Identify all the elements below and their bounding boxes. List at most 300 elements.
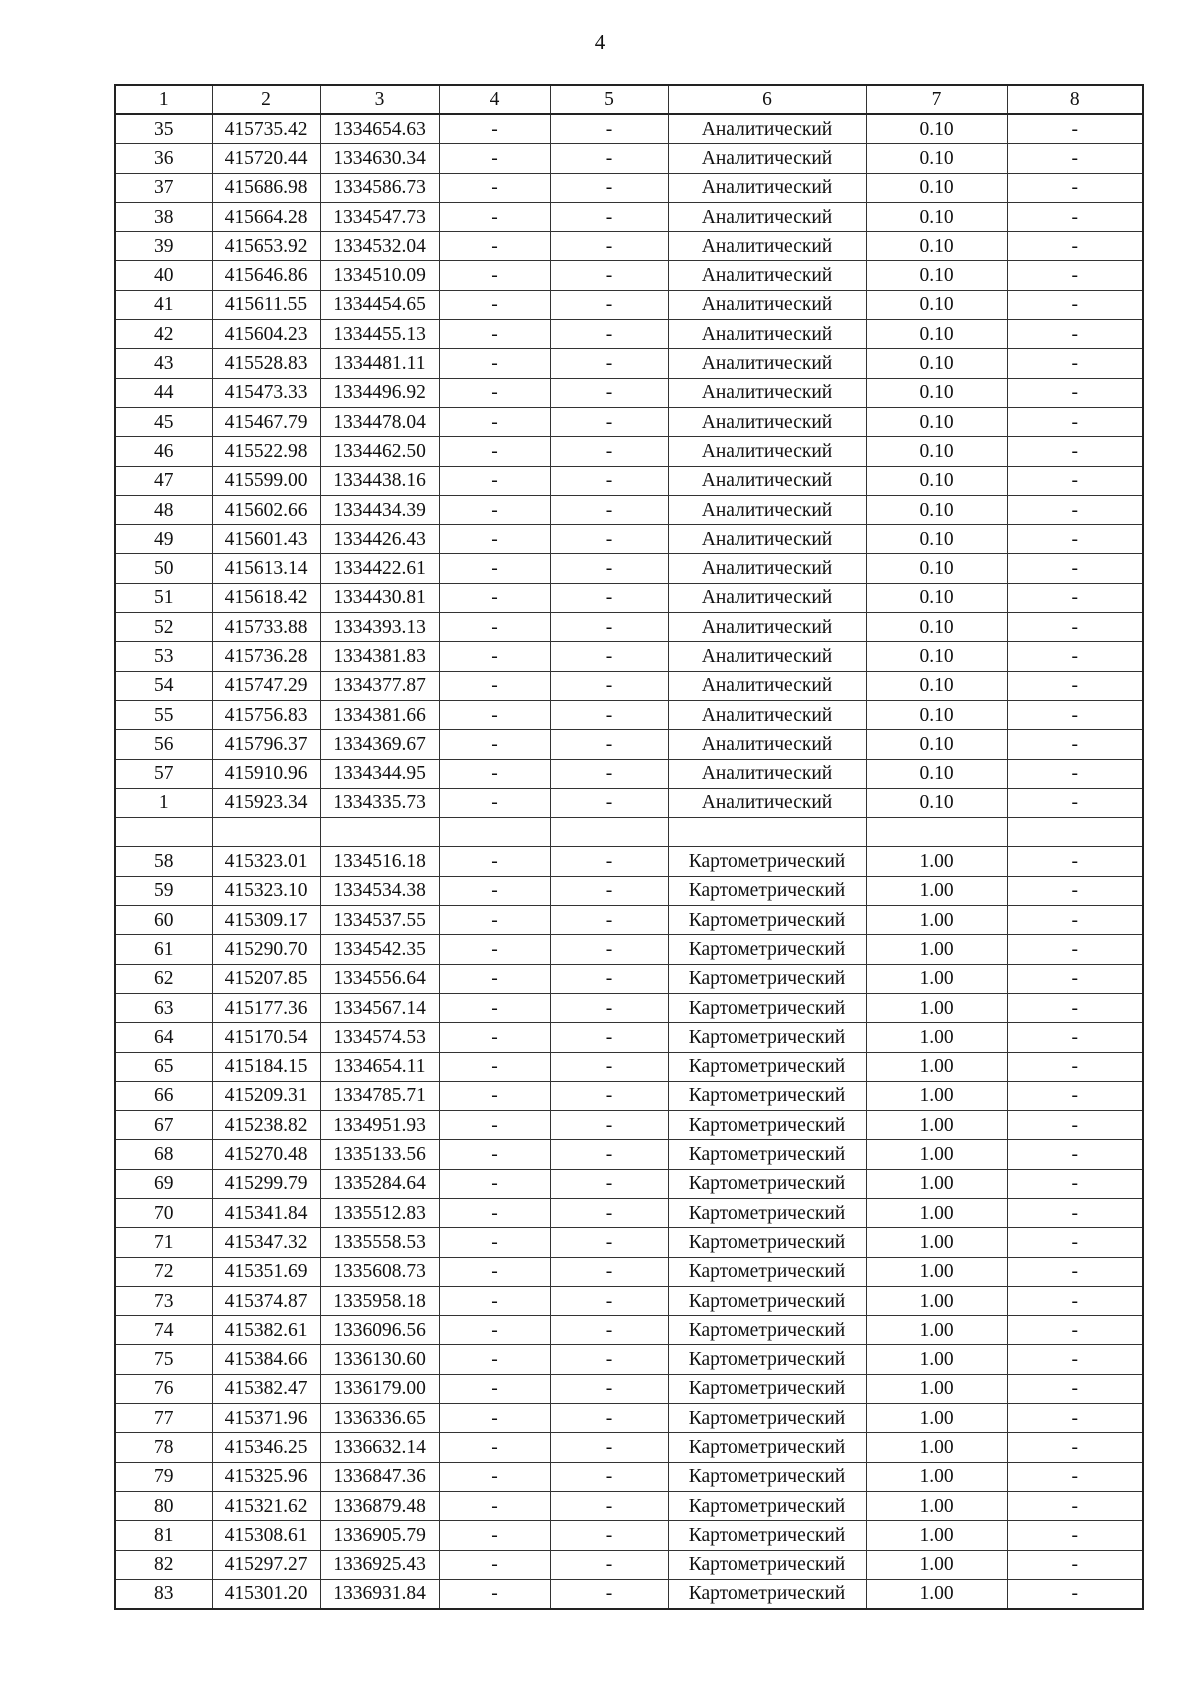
table-cell: - [1007, 1081, 1143, 1110]
table-cell: 415528.83 [212, 349, 320, 378]
table-cell: Картометрический [668, 1081, 866, 1110]
table-cell: 63 [115, 993, 212, 1022]
table-cell: - [550, 114, 668, 144]
table-cell: 415323.10 [212, 876, 320, 905]
table-cell: 415238.82 [212, 1111, 320, 1140]
table-cell: - [1007, 1286, 1143, 1315]
table-row [115, 261, 1143, 290]
table-cell: 1336179.00 [320, 1374, 439, 1403]
table-cell: 1334532.04 [320, 232, 439, 261]
table-cell: - [1007, 320, 1143, 349]
table-cell: 1336879.48 [320, 1491, 439, 1520]
table-row [115, 1257, 1143, 1286]
table-cell: 415382.61 [212, 1316, 320, 1345]
table-cell: - [1007, 847, 1143, 876]
table-cell: - [439, 906, 550, 935]
table-cell: Аналитический [668, 671, 866, 700]
table-cell: - [1007, 1257, 1143, 1286]
table-cell: - [550, 1550, 668, 1579]
table-cell: 1.00 [866, 993, 1007, 1022]
table-cell: 1334516.18 [320, 847, 439, 876]
table-row [115, 290, 1143, 319]
table-cell: - [550, 554, 668, 583]
table-cell: Картометрический [668, 1257, 866, 1286]
table-cell: 81 [115, 1521, 212, 1550]
table-cell: 53 [115, 642, 212, 671]
table-cell: - [1007, 495, 1143, 524]
table-row [115, 144, 1143, 173]
table-cell: 1.00 [866, 1111, 1007, 1140]
table-cell: 1336925.43 [320, 1550, 439, 1579]
table-cell: - [550, 642, 668, 671]
table-row [115, 964, 1143, 993]
table-cell: - [550, 1228, 668, 1257]
table-cell: 0.10 [866, 495, 1007, 524]
table-cell: - [550, 1111, 668, 1140]
table-cell: 1.00 [866, 1140, 1007, 1169]
table-cell: - [1007, 935, 1143, 964]
table-cell: 67 [115, 1111, 212, 1140]
table-cell: 415720.44 [212, 144, 320, 173]
table-cell: 1334534.38 [320, 876, 439, 905]
table-cell: 0.10 [866, 114, 1007, 144]
table-row [115, 378, 1143, 407]
table-cell: - [439, 671, 550, 700]
table-cell: 78 [115, 1433, 212, 1462]
table-cell: - [550, 173, 668, 202]
table-cell: 1336096.56 [320, 1316, 439, 1345]
table-row [115, 613, 1143, 642]
table-cell: 1336847.36 [320, 1462, 439, 1491]
table-cell: 1334381.83 [320, 642, 439, 671]
table-cell: - [550, 1081, 668, 1110]
table-cell: 1334481.11 [320, 349, 439, 378]
table-row [115, 818, 1143, 847]
table-row [115, 202, 1143, 231]
table-cell: 76 [115, 1374, 212, 1403]
table-cell: - [550, 583, 668, 612]
table-cell: 1334556.64 [320, 964, 439, 993]
table-cell: 1334335.73 [320, 788, 439, 817]
table-cell: - [550, 671, 668, 700]
table-cell [1007, 818, 1143, 847]
table-row [115, 173, 1143, 202]
table-cell: Картометрический [668, 1023, 866, 1052]
table-cell: - [1007, 437, 1143, 466]
table-cell: - [439, 144, 550, 173]
table-cell: - [1007, 1374, 1143, 1403]
table-cell: 40 [115, 261, 212, 290]
table-cell: Аналитический [668, 232, 866, 261]
table-cell: 1335284.64 [320, 1169, 439, 1198]
table-cell: 1334630.34 [320, 144, 439, 173]
table-cell: Аналитический [668, 466, 866, 495]
table-cell: Картометрический [668, 993, 866, 1022]
table-cell: - [1007, 964, 1143, 993]
table-cell: 70 [115, 1198, 212, 1227]
table-cell: 415341.84 [212, 1198, 320, 1227]
table-cell: - [1007, 525, 1143, 554]
table-cell: - [550, 1374, 668, 1403]
table-cell: 1335558.53 [320, 1228, 439, 1257]
table-cell: Аналитический [668, 759, 866, 788]
table-cell: 0.10 [866, 320, 1007, 349]
table-cell: 1 [115, 788, 212, 817]
table-cell: 57 [115, 759, 212, 788]
table-row [115, 730, 1143, 759]
table-cell: 1334426.43 [320, 525, 439, 554]
table-cell: 415602.66 [212, 495, 320, 524]
table-row [115, 935, 1143, 964]
table-cell: 415346.25 [212, 1433, 320, 1462]
table-cell: 60 [115, 906, 212, 935]
table-cell: 1.00 [866, 906, 1007, 935]
table-cell: - [1007, 114, 1143, 144]
table-cell: 0.10 [866, 437, 1007, 466]
table-cell: - [439, 1316, 550, 1345]
table-cell: Аналитический [668, 290, 866, 319]
table-cell: Аналитический [668, 437, 866, 466]
table-cell: 415184.15 [212, 1052, 320, 1081]
table-cell: 1.00 [866, 1345, 1007, 1374]
table-cell: 1.00 [866, 1169, 1007, 1198]
table-row [115, 1228, 1143, 1257]
table-cell [550, 818, 668, 847]
table-cell: - [439, 320, 550, 349]
table-cell: 36 [115, 144, 212, 173]
table-cell: 0.10 [866, 290, 1007, 319]
table-cell: - [439, 876, 550, 905]
table-cell: 50 [115, 554, 212, 583]
table-cell: 44 [115, 378, 212, 407]
table-cell: - [1007, 554, 1143, 583]
table-row [115, 349, 1143, 378]
table-cell: - [1007, 730, 1143, 759]
table-cell: - [1007, 1521, 1143, 1550]
table-row [115, 232, 1143, 261]
table-cell: 0.10 [866, 466, 1007, 495]
table-cell: 415325.96 [212, 1462, 320, 1491]
table-cell: 45 [115, 407, 212, 436]
table-cell: - [550, 876, 668, 905]
table-cell: - [439, 759, 550, 788]
table-cell: - [1007, 1579, 1143, 1609]
table-cell: 415321.62 [212, 1491, 320, 1520]
table-cell: Картометрический [668, 964, 866, 993]
table-cell: - [1007, 671, 1143, 700]
table-cell: 1334654.63 [320, 114, 439, 144]
table-cell: - [439, 1257, 550, 1286]
table-cell: - [1007, 232, 1143, 261]
table-cell: - [550, 1345, 668, 1374]
table-cell: Картометрический [668, 1286, 866, 1315]
table-cell: 1.00 [866, 1521, 1007, 1550]
table-cell: 58 [115, 847, 212, 876]
table-cell: - [1007, 759, 1143, 788]
table-cell: 71 [115, 1228, 212, 1257]
table-cell: - [439, 261, 550, 290]
table-cell: 415351.69 [212, 1257, 320, 1286]
table-cell: Аналитический [668, 495, 866, 524]
table-cell: - [550, 1579, 668, 1609]
table-cell: - [550, 1198, 668, 1227]
table-cell: - [1007, 1550, 1143, 1579]
table-cell: 0.10 [866, 554, 1007, 583]
table-cell: 0.10 [866, 788, 1007, 817]
table-cell: 415308.61 [212, 1521, 320, 1550]
table-row [115, 437, 1143, 466]
table-cell: 37 [115, 173, 212, 202]
table-cell: - [439, 847, 550, 876]
table-cell: 1334574.53 [320, 1023, 439, 1052]
table-row [115, 1462, 1143, 1491]
table-cell: 415384.66 [212, 1345, 320, 1374]
table-cell: - [1007, 1052, 1143, 1081]
table-cell: 415736.28 [212, 642, 320, 671]
table-cell: Картометрический [668, 1316, 866, 1345]
table-cell: 415611.55 [212, 290, 320, 319]
table-cell: Аналитический [668, 788, 866, 817]
table-cell: - [439, 1433, 550, 1462]
table-cell: 415270.48 [212, 1140, 320, 1169]
table-cell: 0.10 [866, 730, 1007, 759]
table-cell: - [1007, 583, 1143, 612]
table-cell: 415756.83 [212, 700, 320, 729]
table-cell: Аналитический [668, 613, 866, 642]
table-cell: 38 [115, 202, 212, 231]
table-row [115, 1169, 1143, 1198]
table-cell: 415618.42 [212, 583, 320, 612]
table-cell: 79 [115, 1462, 212, 1491]
table-cell: - [439, 1374, 550, 1403]
table-row [115, 642, 1143, 671]
table-cell: Картометрический [668, 1111, 866, 1140]
table-cell: - [550, 1316, 668, 1345]
table-cell: - [1007, 1228, 1143, 1257]
table-cell: - [550, 1023, 668, 1052]
table-cell: 1336336.65 [320, 1404, 439, 1433]
table-cell: Картометрический [668, 1579, 866, 1609]
table-cell: 1334422.61 [320, 554, 439, 583]
table-row [115, 1550, 1143, 1579]
table-cell: - [550, 1462, 668, 1491]
table-cell: Аналитический [668, 173, 866, 202]
table-cell: 1334654.11 [320, 1052, 439, 1081]
table-cell: - [439, 1404, 550, 1433]
table-cell: 1334478.04 [320, 407, 439, 436]
table-cell: - [439, 1345, 550, 1374]
table-cell: - [1007, 173, 1143, 202]
table-row [115, 788, 1143, 817]
table-cell: 415177.36 [212, 993, 320, 1022]
table-cell: 49 [115, 525, 212, 554]
table-cell: - [550, 1257, 668, 1286]
table-cell: - [439, 437, 550, 466]
table-row [115, 525, 1143, 554]
table-cell: - [439, 583, 550, 612]
table-cell: - [439, 993, 550, 1022]
table-cell: - [439, 466, 550, 495]
table-cell: 415735.42 [212, 114, 320, 144]
table-row [115, 1316, 1143, 1345]
column-header: 2 [212, 85, 320, 114]
table-cell: 1336130.60 [320, 1345, 439, 1374]
table-cell: 415207.85 [212, 964, 320, 993]
table-cell: 54 [115, 671, 212, 700]
table-cell: 62 [115, 964, 212, 993]
table-cell: - [439, 554, 550, 583]
table-cell: - [1007, 1023, 1143, 1052]
table-cell: 1334393.13 [320, 613, 439, 642]
table-cell: - [439, 730, 550, 759]
table-cell: - [1007, 202, 1143, 231]
table-cell: - [550, 1433, 668, 1462]
table-cell: 1334496.92 [320, 378, 439, 407]
table-cell: 0.10 [866, 144, 1007, 173]
table-cell: - [550, 935, 668, 964]
table-cell: - [1007, 993, 1143, 1022]
table-cell: 1335512.83 [320, 1198, 439, 1227]
table-cell: 415601.43 [212, 525, 320, 554]
table-cell: - [1007, 1316, 1143, 1345]
table-cell: 51 [115, 583, 212, 612]
table-cell: 43 [115, 349, 212, 378]
table-cell: 1336632.14 [320, 1433, 439, 1462]
table-cell: - [550, 525, 668, 554]
table-cell: - [439, 700, 550, 729]
table-cell: 69 [115, 1169, 212, 1198]
table-cell: 66 [115, 1081, 212, 1110]
table-cell: Картометрический [668, 1052, 866, 1081]
table-cell: Картометрический [668, 1169, 866, 1198]
table-cell: Аналитический [668, 202, 866, 231]
table-cell: - [439, 964, 550, 993]
table-cell: - [550, 466, 668, 495]
table-cell: 46 [115, 437, 212, 466]
table-cell: Картометрический [668, 1374, 866, 1403]
table-row [115, 1081, 1143, 1110]
table-cell: 41 [115, 290, 212, 319]
table-cell: 47 [115, 466, 212, 495]
table-row [115, 700, 1143, 729]
table-cell: 55 [115, 700, 212, 729]
table-cell: 1.00 [866, 1023, 1007, 1052]
table-cell: - [550, 261, 668, 290]
table-cell: Аналитический [668, 642, 866, 671]
table-cell: 1336905.79 [320, 1521, 439, 1550]
table-cell: 415923.34 [212, 788, 320, 817]
table-cell: - [550, 1491, 668, 1520]
table-cell: - [1007, 788, 1143, 817]
table-header-row [115, 85, 1143, 114]
table-cell: - [439, 202, 550, 231]
table-cell: - [550, 847, 668, 876]
table-cell: 39 [115, 232, 212, 261]
table-cell: 65 [115, 1052, 212, 1081]
column-header: 7 [866, 85, 1007, 114]
table-cell: - [550, 320, 668, 349]
table-cell: 1.00 [866, 1052, 1007, 1081]
table-cell: 415473.33 [212, 378, 320, 407]
table-cell: 415686.98 [212, 173, 320, 202]
table-cell: - [439, 407, 550, 436]
table-cell: - [439, 1550, 550, 1579]
table-cell: 1.00 [866, 1228, 1007, 1257]
table-row [115, 671, 1143, 700]
table-cell: - [439, 1169, 550, 1198]
table-row [115, 1433, 1143, 1462]
table-row [115, 495, 1143, 524]
table-cell: Картометрический [668, 1433, 866, 1462]
table-cell: - [439, 525, 550, 554]
column-header: 3 [320, 85, 439, 114]
table-cell: - [1007, 906, 1143, 935]
table-cell: - [1007, 1462, 1143, 1491]
table-cell: 68 [115, 1140, 212, 1169]
table-cell: - [439, 495, 550, 524]
table-cell: Аналитический [668, 320, 866, 349]
table-body [115, 114, 1143, 1609]
table-cell: 0.10 [866, 613, 1007, 642]
table-row [115, 466, 1143, 495]
table-row [115, 1345, 1143, 1374]
table-cell: - [439, 349, 550, 378]
table-cell: 1.00 [866, 1257, 1007, 1286]
table-cell: 1.00 [866, 1081, 1007, 1110]
table-cell: 0.10 [866, 525, 1007, 554]
table-cell: - [439, 1579, 550, 1609]
table-row [115, 1023, 1143, 1052]
table-cell: 48 [115, 495, 212, 524]
table-cell [320, 818, 439, 847]
table-cell: - [550, 759, 668, 788]
table-cell: - [1007, 144, 1143, 173]
table-cell: - [439, 290, 550, 319]
table-cell: - [550, 290, 668, 319]
page-number: 4 [594, 30, 606, 54]
table-cell: - [550, 437, 668, 466]
table-cell: 1.00 [866, 964, 1007, 993]
table-cell: 1334586.73 [320, 173, 439, 202]
table-cell: 1334438.16 [320, 466, 439, 495]
table-row [115, 1111, 1143, 1140]
table-cell: 415301.20 [212, 1579, 320, 1609]
table-row [115, 759, 1143, 788]
table-cell: 415170.54 [212, 1023, 320, 1052]
table-cell [439, 818, 550, 847]
table-cell: - [550, 906, 668, 935]
table-cell: Картометрический [668, 1491, 866, 1520]
table-cell: 52 [115, 613, 212, 642]
table-row [115, 1374, 1143, 1403]
column-header: 6 [668, 85, 866, 114]
table-cell: 1334369.67 [320, 730, 439, 759]
table-cell: - [439, 1198, 550, 1227]
table-cell: - [1007, 1111, 1143, 1140]
table-cell: - [439, 1140, 550, 1169]
table-cell: - [550, 1286, 668, 1315]
table-cell: - [1007, 1433, 1143, 1462]
table-cell: - [1007, 1140, 1143, 1169]
table-cell: Картометрический [668, 1345, 866, 1374]
table-row [115, 114, 1143, 144]
table-cell: - [550, 788, 668, 817]
table-cell: 74 [115, 1316, 212, 1345]
column-header: 1 [115, 85, 212, 114]
table-cell: 415382.47 [212, 1374, 320, 1403]
table-cell: 72 [115, 1257, 212, 1286]
table-cell: - [1007, 1404, 1143, 1433]
